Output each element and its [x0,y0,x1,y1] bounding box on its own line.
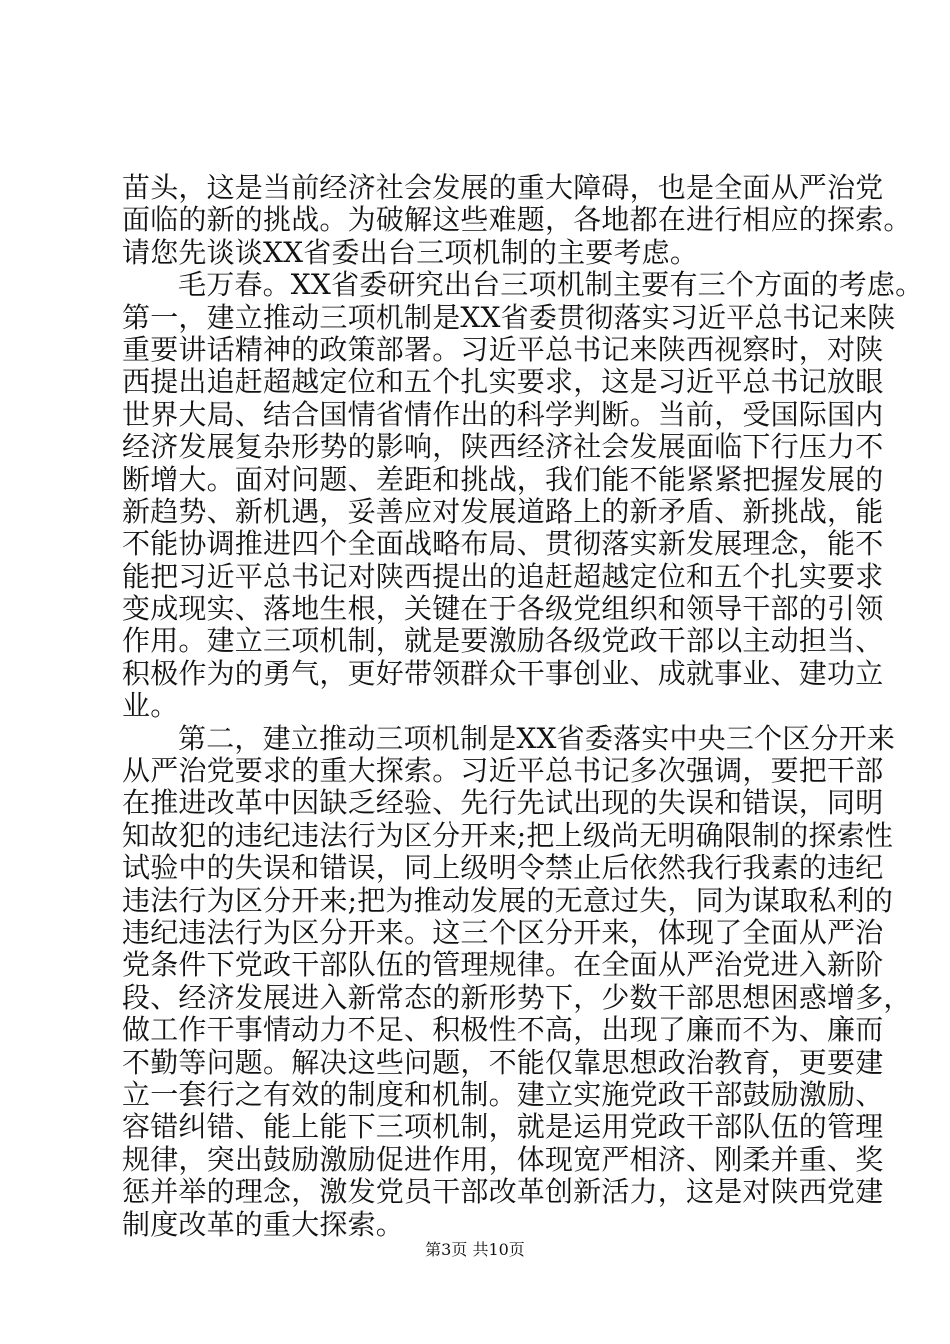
text-line: 立一套行之有效的制度和机制。建立实施党政干部鼓励激励、 [122,1077,884,1111]
text-line: 违法行为区分开来;把为推动发展的无意过失，同为谋取私利的 [122,883,894,917]
text-line: 新趋势、新机遇，妥善应对发展道路上的新矛盾、新挑战，能 [122,494,884,528]
text-line: 请您先谈谈XX省委出台三项机制的主要考虑。 [122,235,699,269]
text-line: 能把习近平总书记对陕西提出的追赶超越定位和五个扎实要求 [122,559,884,593]
text-line: 业。 [122,689,179,723]
text-line: 积极作为的勇气，更好带领群众干事创业、成就事业、建功立 [122,656,884,690]
paragraph-start-line: 毛万春。XX省委研究出台三项机制主要有三个方面的考虑。 [178,268,924,302]
text-line: 段、经济发展进入新常态的新形势下，少数干部思想困惑增多， [122,980,912,1014]
text-line: 试验中的失误和错误，同上级明令禁止后依然我行我素的违纪 [122,851,884,885]
text-line: 在推进改革中因缺乏经验、先行先试出现的失误和错误，同明 [122,786,884,820]
text-line: 不勤等问题。解决这些问题，不能仅靠思想政治教育，更要建 [122,1045,884,1079]
text-line: 重要讲话精神的政策部署。习近平总书记来陕西视察时，对陕 [122,332,884,366]
text-line: 世界大局、结合国情省情作出的科学判断。当前，受国际国内 [122,397,884,431]
text-line: 做工作干事情动力不足、积极性不高，出现了廉而不为、廉而 [122,1013,884,1047]
text-line: 违纪违法行为区分开来。这三个区分开来，体现了全面从严治 [122,915,884,949]
text-line: 党条件下党政干部队伍的管理规律。在全面从严治党进入新阶 [122,948,884,982]
paragraph-start-line: 第二，建立推动三项机制是XX省委落实中央三个区分开来 [178,721,896,755]
text-line: 惩并举的理念，激发党员干部改革创新活力，这是对陕西党建 [122,1175,884,1209]
text-line: 西提出追赶超越定位和五个扎实要求，这是习近平总书记放眼 [122,365,884,399]
text-line: 规律，突出鼓励激励促进作用，体现宽严相济、刚柔并重、奖 [122,1142,884,1176]
text-line: 不能协调推进四个全面战略布局、贯彻落实新发展理念，能不 [122,527,884,561]
text-line: 知故犯的违纪违法行为区分开来;把上级尚无明确限制的探索性 [122,818,894,852]
text-line: 从严治党要求的重大探索。习近平总书记多次强调，要把干部 [122,754,884,788]
body-text [122,171,924,1241]
text-line: 经济发展复杂形势的影响，陕西经济社会发展面临下行压力不 [122,430,884,464]
text-line: 第一，建立推动三项机制是XX省委贯彻落实习近平总书记来陕 [122,300,896,334]
text-line: 断增大。面对问题、差距和挑战，我们能不能紧紧把握发展的 [122,462,884,496]
text-line: 苗头，这是当前经济社会发展的重大障碍，也是全面从严治党 [122,171,884,204]
text-line: 作用。建立三项机制，就是要激励各级党政干部以主动担当、 [122,624,884,658]
text-line: 面临的新的挑战。为破解这些难题，各地都在进行相应的探索。 [122,203,912,237]
text-line: 制度改革的重大探索。 [122,1207,405,1241]
text-line: 容错纠错、能上能下三项机制，就是运用党政干部队伍的管理 [122,1110,884,1144]
page-number-footer: 第3页 共10页 [425,1240,525,1259]
text-line: 变成现实、落地生根，关键在于各级党组织和领导干部的引领 [122,592,884,626]
